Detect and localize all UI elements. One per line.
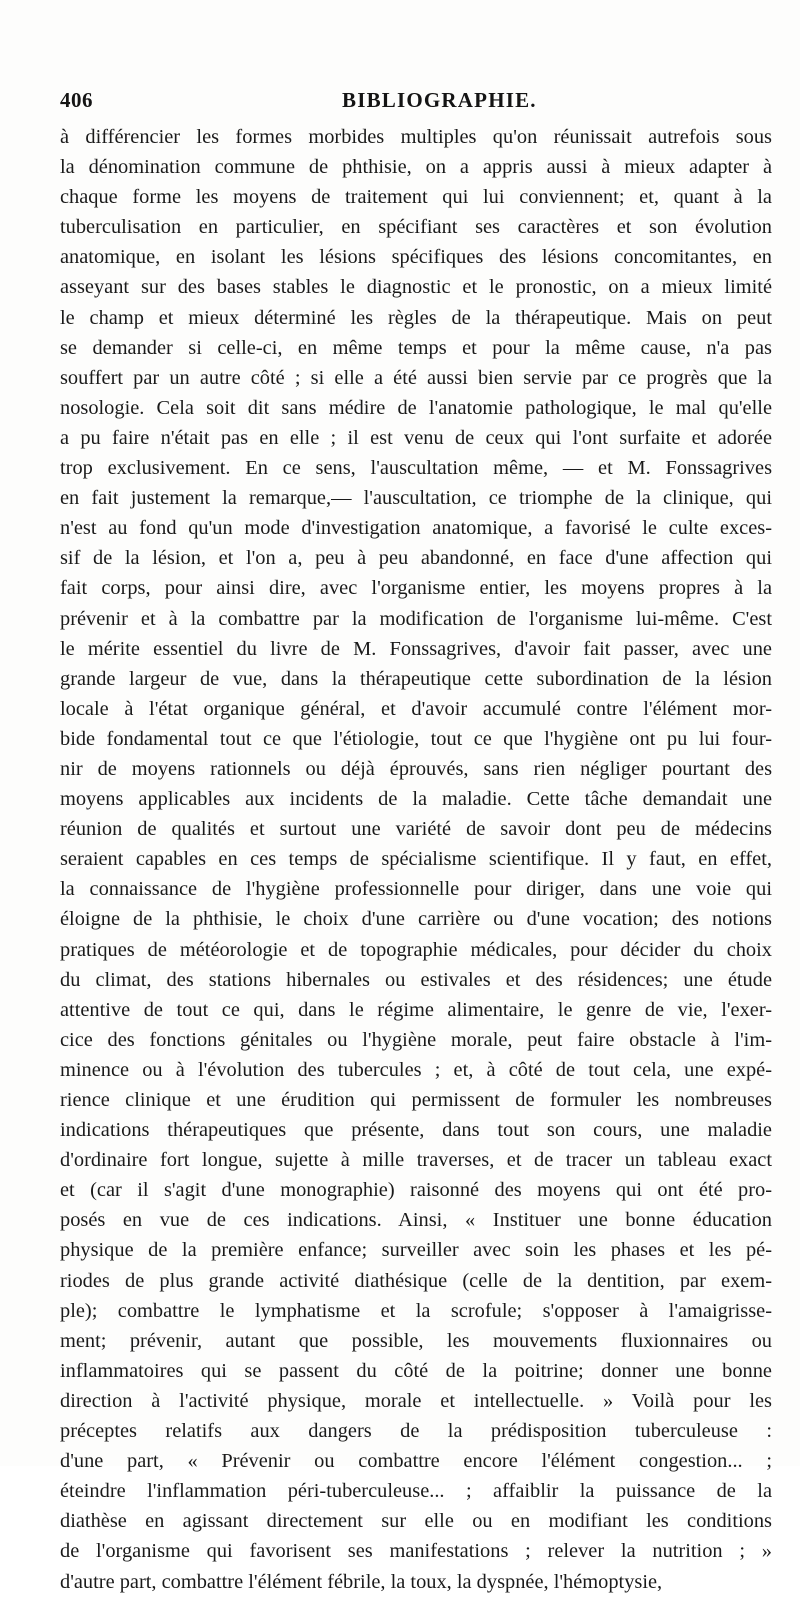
text-line: pratiques de météorologie et de topographie médicales, pour décider du choix	[60, 938, 772, 961]
text-line: et (car il s'agit d'une monographie) raisonné des moyens qui ont été pro-	[60, 1179, 772, 1202]
body-text	[60, 122, 772, 1597]
text-line: nosologie. Cela soit dit sans médire de l'anatomie pathologique, le mal qu'elle	[60, 396, 772, 419]
text-line: moyens applicables aux incidents de la maladie. Cette tâche demandait une	[60, 788, 772, 811]
running-title: BIBLIOGRAPHIE.	[342, 88, 537, 112]
text-line: riodes de plus grande activité diathésique (celle de la dentition, par exem-	[60, 1269, 772, 1292]
text-line: diathèse en agissant directement sur elle ou en modifiant les conditions	[60, 1510, 772, 1533]
text-line: n'est au fond qu'un mode d'investigation anatomique, a favorisé le culte exces-	[60, 517, 772, 540]
text-line: anatomique, en isolant les lésions spécifiques des lésions concomitantes, en	[60, 246, 772, 269]
text-line: indications thérapeutiques que présente, dans tout son cours, une maladie	[60, 1119, 772, 1142]
text-line: d'une part, « Prévenir ou combattre encore l'élément congestion... ;	[60, 1450, 772, 1473]
text-line: d'autre part, combattre l'élément fébrile, la toux, la dyspnée, l'hémoptysie,	[60, 1570, 663, 1593]
text-line: rience clinique et une érudition qui permissent de formuler les nombreuses	[60, 1089, 772, 1111]
text-line: chaque forme les moyens de traitement qui lui conviennent; et, quant à la	[60, 186, 772, 209]
text-line: la connaissance de l'hygiène professionnelle pour diriger, dans une voie qui	[60, 878, 772, 901]
text-line: inflammatoires qui se passent du côté de la poitrine; donner une bonne	[60, 1359, 772, 1382]
text-line: la dénomination commune de phthisie, on a appris aussi à mieux adapter à	[60, 156, 772, 179]
text-line: éloigne de la phthisie, le choix d'une carrière ou d'une vocation; des notions	[60, 908, 772, 931]
text-line: posés en vue de ces indications. Ainsi, « Instituer une bonne éducation	[60, 1209, 772, 1232]
text-line: le mérite essentiel du livre de M. Fonssagrives, d'avoir fait passer, avec une	[60, 637, 772, 660]
text-line: seraient capables en ces temps de spécialisme scientifique. Il y faut, en effet,	[60, 848, 772, 871]
text-line: locale à l'état organique général, et d'avoir accumulé contre l'élément mor-	[60, 697, 772, 720]
text-line: nir de moyens rationnels ou déjà éprouvés, sans rien négliger pourtant des	[60, 757, 772, 780]
text-line: bide fondamental tout ce que l'étiologie, tout ce que l'hygiène ont pu lui four-	[60, 727, 772, 750]
text-line: ment; prévenir, autant que possible, les mouvements fluxionnaires ou	[60, 1329, 772, 1352]
text-line: se demander si celle-ci, en même temps et pour la même cause, n'a pas	[60, 336, 772, 359]
text-line: réunion de qualités et surtout une variété de savoir dont peu de médecins	[60, 818, 772, 841]
text-line: en fait justement la remarque,— l'auscultation, ce triomphe de la clinique, qui	[60, 487, 772, 510]
text-line: souffert par un autre côté ; si elle a été aussi bien servie par ce progrès que la	[60, 366, 772, 389]
page-number: 406	[60, 88, 93, 112]
text-line: physique de la première enfance; surveiller avec soin les phases et les pé-	[60, 1239, 772, 1262]
text-line: tuberculisation en particulier, en spécifiant ses caractères et son évolution	[60, 216, 772, 239]
page-header	[60, 88, 750, 118]
text-line: d'ordinaire fort longue, sujette à mille traverses, et de tracer un tableau exact	[60, 1149, 772, 1172]
text-line: sif de la lésion, et l'on a, peu à peu abandonné, en face d'une affection qui	[60, 547, 772, 570]
text-line: grande largeur de vue, dans la thérapeutique cette subordination de la lésion	[60, 667, 772, 690]
text-line: direction à l'activité physique, morale et intellectuelle. » Voilà pour les	[60, 1389, 772, 1412]
text-line: du climat, des stations hibernales ou estivales et des résidences; une étude	[60, 968, 772, 991]
text-line: à différencier les formes morbides multiples qu'on réunissait autrefois sous	[60, 126, 772, 148]
text-line: asseyant sur des bases stables le diagnostic et le pronostic, on a mieux limité	[60, 276, 772, 299]
text-line: trop exclusivement. En ce sens, l'auscultation même, — et M. Fonssagrives	[60, 457, 772, 480]
text-line: préceptes relatifs aux dangers de la prédisposition tuberculeuse :	[60, 1420, 772, 1443]
text-line: attentive de tout ce qui, dans le régime alimentaire, le genre de vie, l'exer-	[60, 998, 772, 1021]
text-line: cice des fonctions génitales ou l'hygiène morale, peut faire obstacle à l'im-	[60, 1028, 772, 1051]
text-line: fait corps, pour ainsi dire, avec l'organisme entier, les moyens propres à la	[60, 577, 772, 600]
text-line: ple); combattre le lymphatisme et la scrofule; s'opposer à l'amaigrisse-	[60, 1299, 772, 1322]
text-line: prévenir et à la combattre par la modification de l'organisme lui-même. C'est	[60, 607, 772, 630]
text-line: éteindre l'inflammation péri-tuberculeuse... ; affaiblir la puissance de la	[60, 1480, 772, 1503]
text-line: minence ou à l'évolution des tubercules ; et, à côté de tout cela, une expé-	[60, 1058, 772, 1081]
text-line: le champ et mieux déterminé les règles de la thérapeutique. Mais on peut	[60, 306, 772, 329]
text-line: de l'organisme qui favorisent ses manifestations ; relever la nutrition ; »	[60, 1540, 772, 1563]
text-line: a pu faire n'était pas en elle ; il est venu de ceux qui l'ont surfaite et adorée	[60, 426, 772, 449]
